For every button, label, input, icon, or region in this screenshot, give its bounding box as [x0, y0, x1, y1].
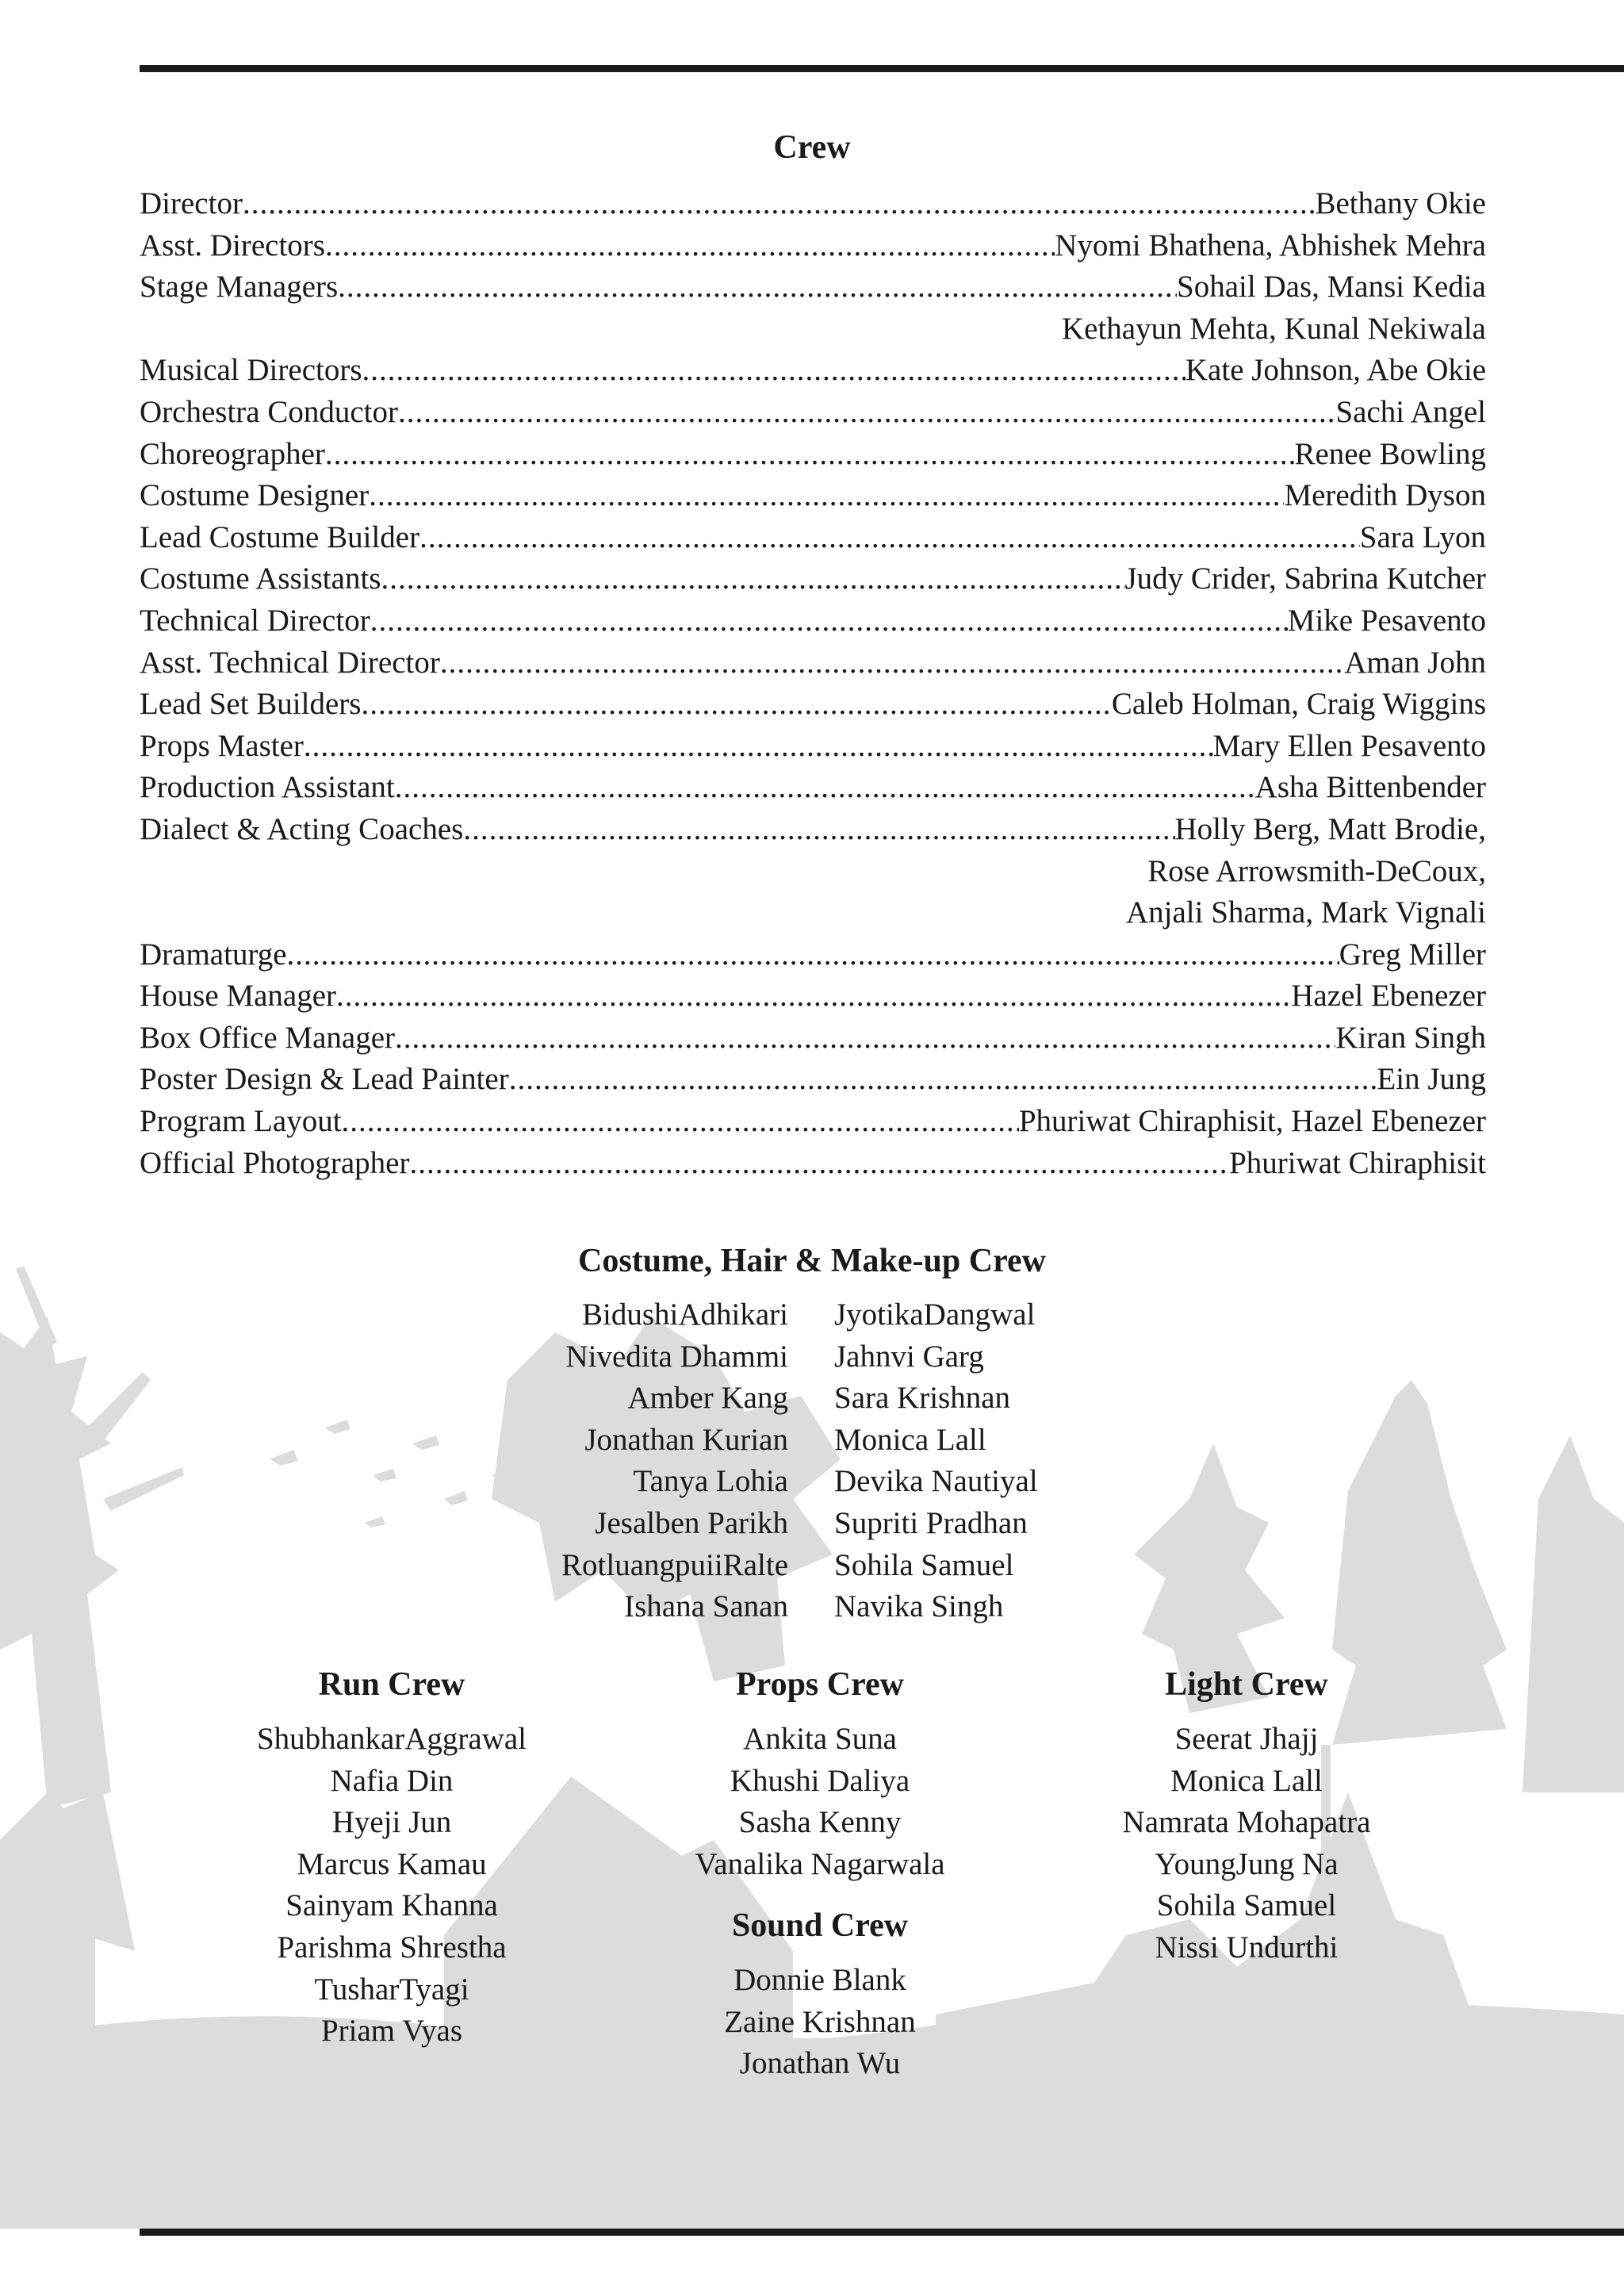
crew-member-name: Jonathan Wu — [739, 2046, 901, 2081]
crew-member-name: Vanalika Nagarwala — [695, 1846, 945, 1881]
role-names: Asha Bittenbender — [1254, 770, 1486, 805]
dot-leader — [362, 350, 1185, 392]
crew-role-row — [140, 934, 1486, 976]
light-crew-heading: Light Crew — [1165, 1666, 1328, 1703]
props-crew-heading: Props Crew — [736, 1666, 904, 1703]
role-title: Props Master — [140, 728, 304, 763]
dot-leader — [369, 475, 1284, 517]
crew-member-name: Seerat Jhajj — [1174, 1722, 1319, 1756]
crew-role-row — [140, 809, 1486, 851]
role-title: Technical Director — [140, 603, 370, 638]
crew-member-name: Hyeji Jun — [331, 1805, 452, 1840]
crew-member-name: Jesalben Parikh — [595, 1505, 788, 1540]
crew-role-continuation — [140, 309, 1486, 351]
role-names: Nyomi Bhathena, Abhishek Mehra — [1055, 228, 1486, 263]
costume-crew-right-column — [834, 1294, 1167, 1628]
role-title: Lead Set Builders — [140, 687, 362, 722]
role-title: Poster Design & Lead Painter — [140, 1062, 509, 1097]
role-title: Costume Assistants — [140, 562, 381, 596]
role-title: Costume Designer — [140, 478, 370, 513]
crew-role-row — [140, 434, 1486, 476]
crew-role-continuation — [140, 892, 1486, 934]
dot-leader — [395, 1018, 1335, 1060]
crew-heading: Crew — [773, 129, 851, 166]
dot-leader — [287, 934, 1339, 976]
role-names: Judy Crider, Sabrina Kutcher — [1124, 562, 1486, 596]
role-names: Phuriwat Chiraphisit, Hazel Ebenezer — [1018, 1104, 1486, 1139]
crew-role-row — [140, 1059, 1486, 1101]
crew-member-name: Parishma Shrestha — [277, 1930, 507, 1964]
role-names: Rose Arrowsmith-DeCoux, — [1147, 853, 1486, 888]
crew-member-name: YoungJung Na — [1155, 1846, 1339, 1881]
role-names: Ein Jung — [1377, 1062, 1486, 1097]
crew-role-row — [140, 183, 1486, 225]
crew-member-name: Ishana Sanan — [624, 1589, 788, 1624]
dot-leader — [509, 1059, 1377, 1101]
dot-leader — [338, 266, 1177, 309]
run-crew-list — [193, 1719, 590, 2053]
crew-role-row — [140, 600, 1486, 642]
role-names: Kate Johnson, Abe Okie — [1185, 353, 1486, 388]
role-title: Orchestra Conductor — [140, 394, 398, 429]
role-names: Kethayun Mehta, Kunal Nekiwala — [1062, 311, 1486, 346]
role-names: Greg Miller — [1339, 937, 1486, 972]
light-crew-list — [1048, 1719, 1445, 1969]
crew-role-row — [140, 475, 1486, 517]
crew-role-row — [140, 266, 1486, 309]
role-names: Aman John — [1344, 645, 1486, 680]
crew-member-name: ShubhankarAggrawal — [256, 1722, 527, 1756]
crew-member-name: Jonathan Kurian — [584, 1422, 788, 1457]
crew-role-list — [140, 183, 1486, 1184]
role-names: Mike Pesavento — [1287, 603, 1486, 638]
dot-leader — [398, 392, 1335, 434]
dot-leader — [342, 1101, 1019, 1143]
dot-leader — [381, 558, 1124, 600]
dot-leader — [361, 684, 1111, 726]
crew-role-row — [140, 767, 1486, 809]
crew-member-name: Jahnvi Garg — [834, 1339, 984, 1374]
sound-crew-heading: Sound Crew — [731, 1907, 909, 1944]
crew-member-name: TusharTyagi — [314, 1972, 469, 2007]
crew-member-name: Ankita Suna — [743, 1722, 897, 1756]
crew-member-name: Tanya Lohia — [633, 1464, 788, 1499]
crew-member-name: Sainyam Khanna — [285, 1888, 498, 1923]
crew-member-name: Navika Singh — [834, 1589, 1004, 1624]
role-title: Stage Managers — [140, 270, 339, 305]
crew-member-name: Marcus Kamau — [297, 1846, 487, 1881]
role-names: Hazel Ebenezer — [1291, 979, 1486, 1014]
crew-member-name: BidushiAdhikari — [582, 1297, 788, 1332]
dot-leader — [395, 767, 1255, 809]
role-names: Phuriwat Chiraphisit — [1229, 1145, 1486, 1180]
crew-role-row — [140, 558, 1486, 600]
sound-crew-list — [622, 1960, 1018, 2085]
crew-member-name: Zaine Krishnan — [724, 2004, 916, 2039]
crew-member-name: Namrata Mohapatra — [1122, 1805, 1371, 1840]
crew-role-row — [140, 517, 1486, 559]
role-names: Holly Berg, Matt Brodie, — [1174, 811, 1486, 846]
role-title: Program Layout — [140, 1104, 342, 1139]
props-crew-list — [622, 1719, 1018, 1885]
role-title: Choreographer — [140, 436, 325, 471]
role-title: Lead Costume Builder — [140, 519, 420, 554]
crew-role-row — [140, 350, 1486, 392]
crew-member-name: Supriti Pradhan — [834, 1505, 1028, 1540]
crew-member-name: Nivedita Dhammi — [565, 1339, 788, 1374]
role-title: House Manager — [140, 979, 336, 1014]
crew-member-name: Sohila Samuel — [834, 1547, 1014, 1582]
crew-member-name: Sasha Kenny — [738, 1805, 902, 1840]
role-title: Musical Directors — [140, 353, 362, 388]
role-names: Mary Ellen Pesavento — [1212, 728, 1486, 763]
crew-role-row — [140, 976, 1486, 1018]
role-names: Meredith Dyson — [1284, 478, 1486, 513]
costume-crew-heading: Costume, Hair & Make-up Crew — [578, 1243, 1046, 1279]
role-title: Asst. Technical Director — [140, 645, 440, 680]
role-names: Bethany Okie — [1315, 186, 1486, 220]
role-names: Kiran Singh — [1335, 1020, 1486, 1055]
dot-leader — [370, 600, 1288, 642]
crew-member-name: Sohila Samuel — [1156, 1888, 1337, 1923]
crew-member-name: JyotikaDangwal — [834, 1297, 1036, 1332]
crew-role-row — [140, 1143, 1486, 1185]
crew-role-row — [140, 642, 1486, 684]
role-names: Renee Bowling — [1294, 436, 1486, 471]
run-crew-heading: Run Crew — [318, 1666, 465, 1703]
dot-leader — [243, 183, 1316, 225]
dot-leader — [325, 434, 1295, 476]
dot-leader — [440, 642, 1344, 684]
role-title: Dialect & Acting Coaches — [140, 811, 464, 846]
crew-member-name: Monica Lall — [1170, 1763, 1323, 1798]
crew-role-row — [140, 726, 1486, 768]
role-title: Box Office Manager — [140, 1020, 395, 1055]
dot-leader — [419, 517, 1360, 559]
crew-member-name: Nissi Undurthi — [1155, 1930, 1339, 1964]
role-title: Dramaturge — [140, 937, 287, 972]
dot-leader — [336, 976, 1291, 1018]
role-names: Anjali Sharma, Mark Vignali — [1125, 895, 1486, 930]
crew-role-continuation — [140, 851, 1486, 893]
dot-leader — [304, 726, 1213, 768]
crew-role-row — [140, 392, 1486, 434]
role-names: Sara Lyon — [1359, 519, 1486, 554]
crew-role-row — [140, 684, 1486, 726]
role-names: Sachi Angel — [1335, 394, 1486, 429]
crew-role-row — [140, 1101, 1486, 1143]
role-title: Production Assistant — [140, 770, 395, 805]
role-title: Asst. Directors — [140, 228, 325, 263]
crew-role-row — [140, 1018, 1486, 1060]
crew-member-name: Devika Nautiyal — [834, 1464, 1038, 1499]
crew-role-row — [140, 225, 1486, 267]
crew-member-name: RotluangpuiiRalte — [561, 1547, 788, 1582]
role-title: Official Photographer — [140, 1145, 410, 1180]
crew-member-name: Priam Vyas — [320, 2014, 463, 2049]
crew-member-name: Sara Krishnan — [834, 1381, 1011, 1416]
crew-member-name: Monica Lall — [834, 1422, 986, 1457]
crew-member-name: Nafia Din — [330, 1763, 454, 1798]
dot-leader — [409, 1143, 1229, 1185]
dot-leader — [325, 225, 1055, 267]
dot-leader — [463, 809, 1174, 851]
role-names: Sohail Das, Mansi Kedia — [1177, 270, 1486, 305]
crew-member-name: Khushi Daliya — [730, 1763, 910, 1798]
role-names: Caleb Holman, Craig Wiggins — [1111, 687, 1486, 722]
role-title: Director — [140, 186, 243, 220]
costume-crew-left-column — [476, 1294, 788, 1628]
crew-member-name: Donnie Blank — [733, 1963, 906, 1997]
crew-member-name: Amber Kang — [627, 1381, 788, 1416]
